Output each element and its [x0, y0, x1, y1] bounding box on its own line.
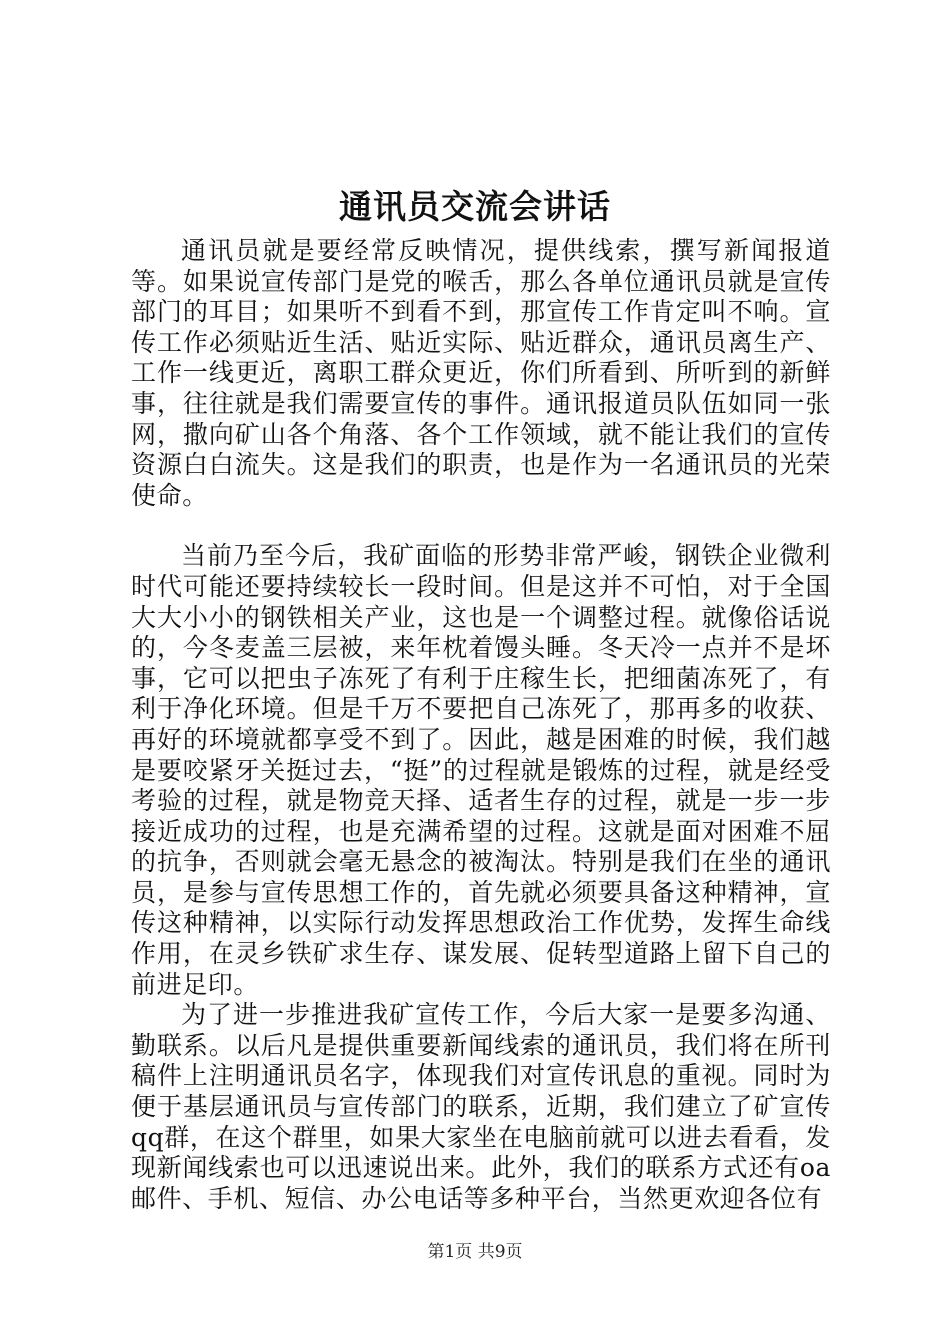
document-body	[131, 236, 831, 1214]
paragraph-2: 当前乃至今后，我矿面临的形势非常严峻，钢铁企业微利时代可能还要持续较长一段时间。但是这并不可怕，对于全国大大小小的钢铁相关产业，这也是一个调整过程。就像俗话说的，今冬麦盖三层被，来年枕着馒头睡。冬天冷一点并不是坏事，它可以把虫子冻死了有利于庄稼生长，把细菌冻死了，有利于净化环境。但是千万不要把自己冻死了，那再多的收获、再好的环境就都享受不到了。因此，越是困难的时候，我们越是要咬紧牙关挺过去，“挺”的过程就是锻炼的过程，就是经受考验的过程，就是物竞天择、适者生存的过程，就是一步一步接近成功的过程，也是充满希望的过程。这就是面对困难不屈的抗争，否则就会毫无悬念的被淘汰。特别是我们在坐的通讯员，是参与宣传思想工作的，首先就必须要具备这种精神，宣传这种精神，以实际行动发挥思想政治工作优势，发挥生命线作用，在灵乡铁矿求生存、谋发展、促转型道路上留下自己的前进足印。	[131, 541, 831, 999]
document-title: 通讯员交流会讲话	[339, 187, 611, 226]
paragraph-1: 通讯员就是要经常反映情况，提供线索，撰写新闻报道等。如果说宣传部门是党的喉舌，那么各单位通讯员就是宣传部门的耳目；如果听不到看不到，那宣传工作肯定叫不响。宣传工作必须贴近生活、贴近实际、贴近群众，通讯员离生产、工作一线更近，离职工群众更近，你们所看到、所听到的新鲜事，往往就是我们需要宣传的事件。通讯报道员队伍如同一张网，撒向矿山各个角落、各个工作领域，就不能让我们的宣传资源白白流失。这是我们的职责，也是作为一名通讯员的光荣使命。	[131, 236, 831, 510]
page-number-footer: 第1页 共9页	[427, 1242, 523, 1262]
paragraph-3: 为了进一步推进我矿宣传工作，今后大家一是要多沟通、勤联系。以后凡是提供重要新闻线索的通讯员，我们将在所刊稿件上注明通讯员名字，体现我们对宣传讯息的重视。同时为便于基层通讯员与宣传部门的联系，近期，我们建立了矿宣传qq群，在这个群里，如果大家坐在电脑前就可以进去看看，发现新闻线索也可以迅速说出来。此外，我们的联系方式还有oa邮件、手机、短信、办公电话等多种平台，当然更欢迎各位有	[131, 1000, 831, 1213]
